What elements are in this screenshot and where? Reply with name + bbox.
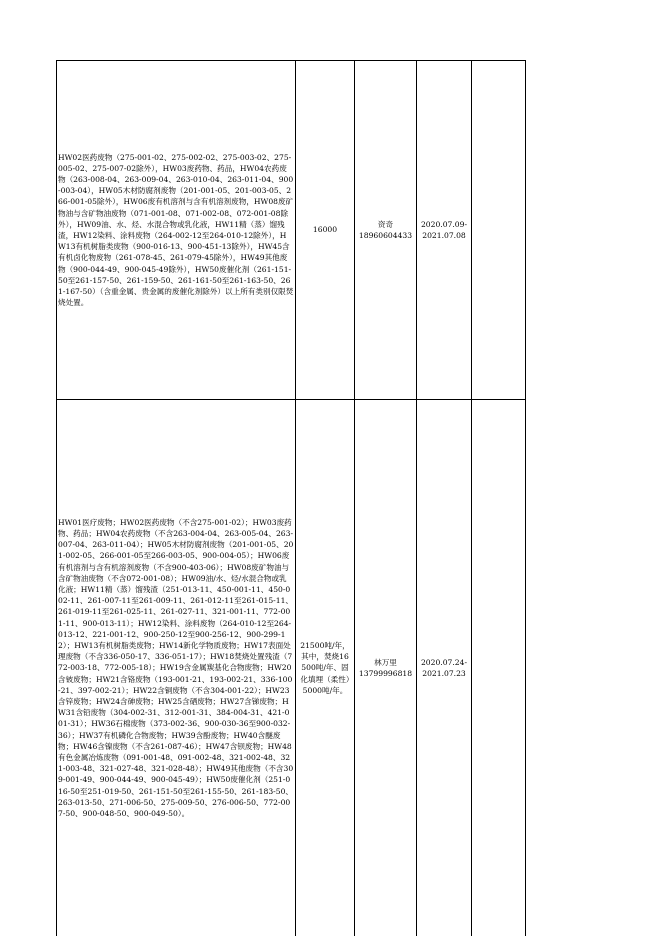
table-row [57,400,295,936]
contact-name: 林万里 [374,657,397,667]
contact-phone: 18960604433 [358,231,413,240]
capacity-cell [296,400,354,936]
remark-cell [472,400,525,936]
capacity-cell [296,61,354,399]
capacity-text: 21500吨/年，其中，焚烧16500吨/年、固化填埋（柔性）5000吨/年。 [300,640,350,695]
permit-table [56,60,526,936]
contact-cell [355,400,416,936]
waste-codes-cell: HW02医药废物（275-001-02、275-002-02、275-003-02、275-005-02、275-007-02除外），HW03废药物、药品，HW04农药废物（263-008-04、263-009-04、263-010-04、263-011-04、900-003-04），HW05木材防腐剂废物（201-001-05、201-003-05、266-001-05除外），HW06废有机溶剂与含有机溶剂废物，HW08废矿物油与含矿物油废物（071-001-08、071-002-08、072-001-08除外），HW09油、水、烃、水混合物或乳化液，HW11精（蒸）馏残渣，HW12染料、涂料废物（264-002-12至264-010-12除外），HW13有机树脂类废物（900-016-13、900-451-13除外），HW45含有机卤化物废物（261-078-45、261-079-45除外），HW49其他废物（900-044-49、900-045-49除外），HW50废催化剂（261-151-50至261-157-50、261-159-50、261-161-50至261-163-50、261-167-50）（含重金属、贵金属的废催化剂除外）以上所有类别仅限焚烧处置。 [58,152,294,308]
capacity-text: 16000 [312,225,338,235]
contact-name: 资奇 [377,219,394,229]
validity-text: 2020.07.09-2021.07.08 [420,219,468,240]
table-row [57,61,295,399]
col-border-right [525,60,526,936]
waste-codes-cell: HW01医疗废物；HW02医药废物（不含275-001-02）；HW03废药物、药品；HW04农药废物（不含263-004-04、263-005-04、263-007-04、263-011-04）；HW05木材防腐剂废物（201-001-05、201-002-05、266-001-05至266-003-05、900-004-05）；HW06废有机溶剂与含有机溶剂废物（不含900-403-06）；HW08废矿物油与含矿物油废物（不含072-001-08）；HW09油/水、烃/水混合物或乳化液；HW11精（蒸）馏残渣（251-013-11、450-001-11、450-002-11、261-007-11至261-009-11、261-012-11至261-015-11、261-019-11至261-025-11、261-027-11、321-001-11、772-001-11、900-013-11）；HW12染料、涂料废物（264-010-12至264-013-12、221-001-12、900-250-12至900-256-12、900-299-12）；HW13有机树脂类废物；HW14新化学物质废物；HW17表面处理废物（不含336-050-17、336-051-17）；HW18焚烧处置残渣（772-003-18、772-005-18）；HW19含金属羰基化合物废物；HW20含铍废物；HW21含铬废物（193-001-21、193-002-21、336-100-21、397-002-21）；HW22含铜废物（不含304-001-22）；HW23含锌废物；HW24含砷废物；HW25含硒废物；HW27含锑废物；HW31含铅废物（304-002-31、312-001-31、384-004-31、421-001-31）；HW36石棉废物（373-002-36、900-030-36至900-032-36）；HW37有机磷化合物废物；HW39含酚废物；HW40含醚废物；HW46含镍废物（不含261-087-46）；HW47含钡废物；HW48有色金属冶炼废物（091-001-48、091-002-48、321-002-48、321-003-48、321-027-48、321-028-48）；HW49其他废物（不含309-001-49、900-044-49、900-045-49）；HW50废催化剂（251-016-50至251-019-50、261-151-50至261-155-50、261-183-50、263-013-50、271-006-50、275-009-50、276-006-50、772-007-50、900-048-50、900-049-50）。 [58,517,294,819]
contact-phone: 13799996818 [358,669,413,678]
validity-cell [417,400,471,936]
remark-cell [472,61,525,399]
contact-cell [355,61,416,399]
validity-text: 2020.07.24-2021.07.23 [420,657,468,678]
validity-cell [417,61,471,399]
